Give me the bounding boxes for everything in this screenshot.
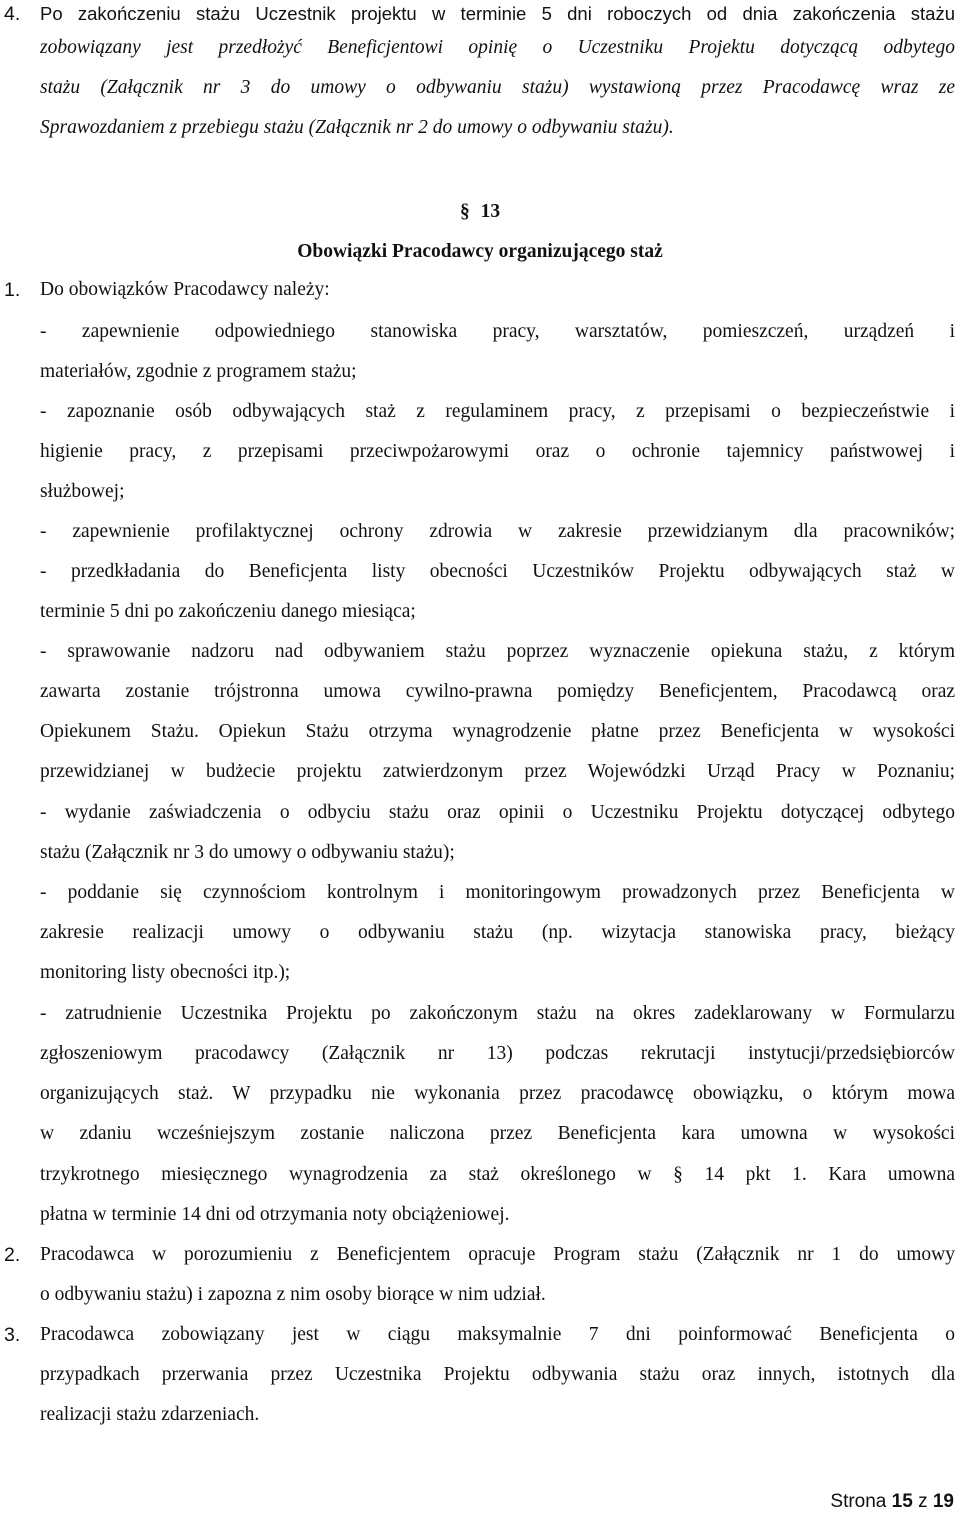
point3-line-2: przypadkach przerwania przez Uczestnika Projektu odbywania stażu oraz innych, istotnych dla (40, 1364, 955, 1385)
point1-line-18: - zatrudnienie Uczestnika Projektu po zakończonym stażu na okres zadeklarowany w Formularzu (40, 1003, 955, 1024)
point1-line-4: higienie pracy, z przepisami przeciwpożarowymi oraz o ochronie tajemnicy państwowej i (40, 441, 955, 462)
point3-line-3: realizacji stażu zdarzeniach. (40, 1404, 260, 1425)
page-footer (830, 1491, 954, 1513)
item4-line-1: Po zakończeniu stażu Uczestnik projektu w terminie 5 dni roboczych od dnia zakończenia stażu (40, 3, 955, 24)
point1-line-1: - zapewnienie odpowiedniego stanowiska pracy, warsztatów, pomieszczeń, urządzeń i (40, 321, 955, 342)
point2-line-2: o odbywaniu stażu) i zapozna z nim osoby biorące w nim udział. (40, 1284, 546, 1305)
point1-line-13: - wydanie zaświadczenia o odbyciu stażu oraz opinii o Uczestniku Projektu dotyczącej odbytego (40, 802, 955, 823)
item4-line-2: zobowiązany jest przedłożyć Beneficjentowi opinię o Uczestniku Projektu dotyczącą odbytego (40, 37, 955, 58)
point1-line-19: zgłoszeniowym pracodawcy (Załącznik nr 13) podczas rekrutacji instytucji/przedsiębiorców (40, 1043, 955, 1064)
item-number-4: 4. (4, 3, 21, 25)
point1-line-3: - zapoznanie osób odbywających staż z regulaminem pracy, z przepisami o bezpieczeństwie i (40, 401, 955, 422)
footer-page-number: 15 (891, 1491, 913, 1512)
footer-of: z (918, 1491, 928, 1512)
point1-line-17: monitoring listy obecności itp.); (40, 962, 291, 983)
point1-line-14: stażu (Załącznik nr 3 do umowy o odbywaniu stażu); (40, 842, 455, 863)
point1-line-12: przewidzianej w budżecie projektu zatwierdzonym przez Wojewódzki Urząd Pracy w Poznaniu; (40, 761, 955, 782)
point-number-3: 3. (4, 1324, 21, 1346)
point1-line-11: Opiekunem Stażu. Opiekun Stażu otrzyma wynagrodzenie płatne przez Beneficjenta w wysokości (40, 721, 955, 742)
point2-line-1: Pracodawca w porozumieniu z Beneficjentem opracuje Program stażu (Załącznik nr 1 do umowy (40, 1244, 955, 1265)
section-number-value: 13 (480, 201, 501, 222)
point1-line-21: w zdaniu wcześniejszym zostanie naliczona przez Beneficjenta kara umowna w wysokości (40, 1123, 955, 1144)
point1-line-6: - zapewnienie profilaktycznej ochrony zdrowia w zakresie przewidzianym dla pracowników; (40, 521, 955, 542)
point1-line-22: trzykrotnego miesięcznego wynagrodzenia za staż określonego w § 14 pkt 1. Kara umowna (40, 1164, 955, 1185)
point1-line-20: organizujących staż. W przypadku nie wykonania przez pracodawcę obowiązku, o którym mowa (40, 1083, 955, 1104)
footer-total-pages: 19 (932, 1491, 954, 1512)
point-number-2: 2. (4, 1244, 21, 1266)
point1-line-16: zakresie realizacji umowy o odbywaniu stażu (np. wizytacja stanowiska pracy, bieżący (40, 922, 955, 943)
point1-line-15: - poddanie się czynnościom kontrolnym i monitoringowym prowadzonych przez Beneficjenta w (40, 882, 955, 903)
footer-prefix: Strona (830, 1491, 887, 1512)
point1-line-10: zawarta zostanie trójstronna umowa cywilno-prawna pomiędzy Beneficjentem, Pracodawcą oraz (40, 681, 955, 702)
section-title: Obowiązki Pracodawcy organizującego staż (297, 241, 663, 262)
point1-line-5: służbowej; (40, 481, 125, 502)
point1-line-23: płatna w terminie 14 dni od otrzymania noty obciążeniowej. (40, 1204, 510, 1225)
section-number (0, 192, 960, 232)
point-number-1: 1. (4, 279, 21, 301)
point1-line-9: - sprawowanie nadzoru nad odbywaniem stażu poprzez wyznaczenie opiekuna stażu, z którym (40, 641, 955, 662)
point1-line-2: materiałów, zgodnie z programem stażu; (40, 361, 357, 382)
item4-line-3: stażu (Załącznik nr 3 do umowy o odbywaniu stażu) wystawioną przez Pracodawcę wraz ze (40, 77, 955, 98)
point1-line-7: - przedkładania do Beneficjenta listy obecności Uczestników Projektu odbywających staż w (40, 561, 955, 582)
point1-line-8: terminie 5 dni po zakończeniu danego miesiąca; (40, 601, 416, 622)
point1-intro: Do obowiązków Pracodawcy należy: (40, 279, 330, 300)
point3-line-1: Pracodawca zobowiązany jest w ciągu maksymalnie 7 dni poinformować Beneficjenta o (40, 1324, 955, 1345)
section-symbol: § (459, 201, 470, 222)
item4-line-4: Sprawozdaniem z przebiegu stażu (Załącznik nr 2 do umowy o odbywaniu stażu). (40, 117, 674, 138)
